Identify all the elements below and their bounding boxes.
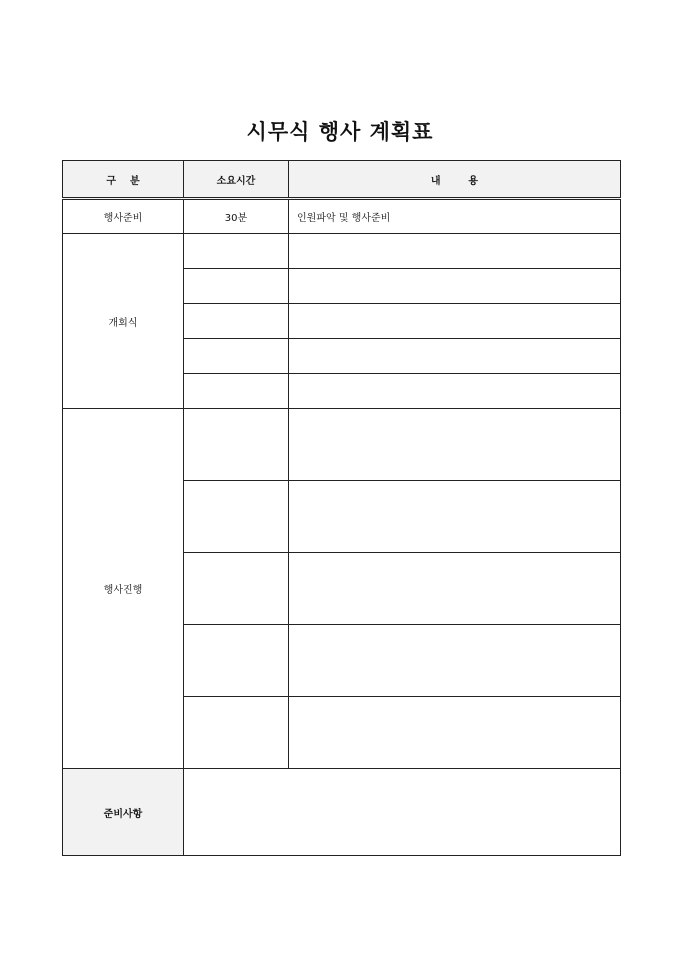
header-duration: 소요시간 bbox=[184, 161, 289, 199]
duration-cell bbox=[184, 625, 289, 697]
table-row-program-1 bbox=[63, 409, 621, 481]
event-plan-table bbox=[62, 160, 621, 856]
content-cell bbox=[289, 234, 621, 269]
content-cell bbox=[289, 553, 621, 625]
duration-cell bbox=[184, 339, 289, 374]
content-cell bbox=[289, 697, 621, 769]
category-opening: 개회식 bbox=[63, 234, 184, 409]
content-cell bbox=[289, 374, 621, 409]
content-cell bbox=[289, 304, 621, 339]
duration-cell bbox=[184, 553, 289, 625]
content-cell bbox=[289, 409, 621, 481]
category-program: 행사진행 bbox=[63, 409, 184, 769]
notes-content-cell bbox=[184, 769, 621, 856]
category-notes: 준비사항 bbox=[63, 769, 184, 856]
content-prep: 인원파악 및 행사준비 bbox=[289, 199, 621, 234]
category-prep: 행사준비 bbox=[63, 199, 184, 234]
header-content: 내 용 bbox=[289, 161, 621, 199]
content-cell bbox=[289, 625, 621, 697]
duration-cell bbox=[184, 269, 289, 304]
table-row-notes bbox=[63, 769, 621, 856]
header-category: 구 분 bbox=[63, 161, 184, 199]
table-row-prep bbox=[63, 199, 621, 234]
duration-cell bbox=[184, 409, 289, 481]
content-cell bbox=[289, 481, 621, 553]
duration-prep: 30분 bbox=[184, 199, 289, 234]
duration-cell bbox=[184, 481, 289, 553]
content-cell bbox=[289, 339, 621, 374]
page-title: 시무식 행사 계획표 bbox=[246, 120, 434, 144]
duration-cell bbox=[184, 374, 289, 409]
duration-cell bbox=[184, 234, 289, 269]
duration-cell bbox=[184, 697, 289, 769]
content-cell bbox=[289, 269, 621, 304]
duration-cell bbox=[184, 304, 289, 339]
table-header-row bbox=[63, 161, 621, 199]
table-row-opening-1 bbox=[63, 234, 621, 269]
